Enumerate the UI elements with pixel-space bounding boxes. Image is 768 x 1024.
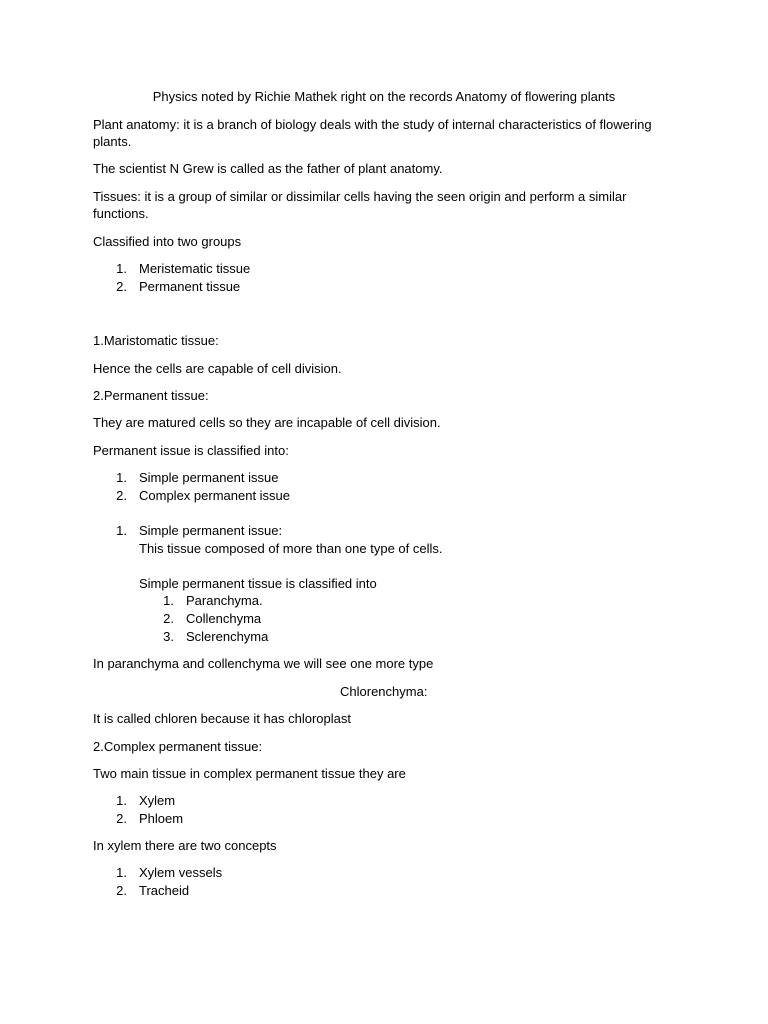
list-item-number: 2. [116, 279, 127, 294]
list-item: Complex permanent issue [139, 488, 291, 503]
classified-paragraph: Classified into two groups [93, 234, 242, 249]
xylem-concepts-paragraph: In xylem there are two concepts [93, 838, 277, 853]
list-item-number: 1. [116, 523, 127, 538]
list-item: Phloem [139, 811, 184, 826]
list-item-number: 1. [116, 865, 127, 880]
permanent-heading: 2.Permanent tissue: [93, 388, 209, 403]
list-item: Tracheid [139, 883, 190, 898]
page-title: Physics noted by Richie Mathek right on the records Anatomy of flowering plants [152, 89, 616, 104]
scientist-paragraph: The scientist N Grew is called as the father of plant anatomy. [93, 161, 443, 176]
list-item-number: 2. [116, 811, 127, 826]
meristematic-description: Hence the cells are capable of cell division. [93, 361, 342, 376]
list-item: Collenchyma [186, 611, 262, 626]
permanent-description: They are matured cells so they are incapable of cell division. [93, 415, 441, 430]
list-item: Xylem [139, 793, 176, 808]
list-item-number: 2. [116, 883, 127, 898]
list-item: Permanent tissue [139, 279, 241, 294]
meristematic-heading: 1.Maristomatic tissue: [93, 333, 219, 348]
chloren-description: It is called chloren because it has chloroplast [93, 711, 351, 726]
list-item: Simple permanent issue [139, 470, 279, 485]
list-item-number: 1. [116, 261, 127, 276]
list-item: Meristematic tissue [139, 261, 251, 276]
list-item-number: 1. [116, 793, 127, 808]
list-item-number: 2. [116, 488, 127, 503]
list-item-number: 1. [116, 470, 127, 485]
permanent-classified-paragraph: Permanent issue is classified into: [93, 443, 289, 458]
plant-anatomy-paragraph: Plant anatomy: it is a branch of biology deals with the study of internal characteristics of flowering plants. [93, 117, 652, 149]
simple-permanent-description: This tissue composed of more than one type of cells. [139, 541, 443, 556]
complex-description: Two main tissue in complex permanent tissue they are [93, 766, 406, 781]
list-item: Xylem vessels [139, 865, 223, 880]
list-item-number: 2. [163, 611, 174, 626]
paranchyma-note: In paranchyma and collenchyma we will see one more type [93, 656, 434, 671]
list-item-number: 1. [163, 593, 174, 608]
list-item: Paranchyma. [186, 593, 263, 608]
simple-permanent-classified: Simple permanent tissue is classified into [139, 576, 377, 591]
complex-heading: 2.Complex permanent tissue: [93, 739, 263, 754]
list-item-number: 3. [163, 629, 174, 644]
simple-permanent-heading: Simple permanent issue: [139, 523, 283, 538]
tissues-paragraph: Tissues: it is a group of similar or dissimilar cells having the seen origin and perform a similar functions. [93, 189, 627, 221]
list-item: Sclerenchyma [186, 629, 269, 644]
chlorenchyma-heading: Chlorenchyma: [340, 684, 428, 699]
